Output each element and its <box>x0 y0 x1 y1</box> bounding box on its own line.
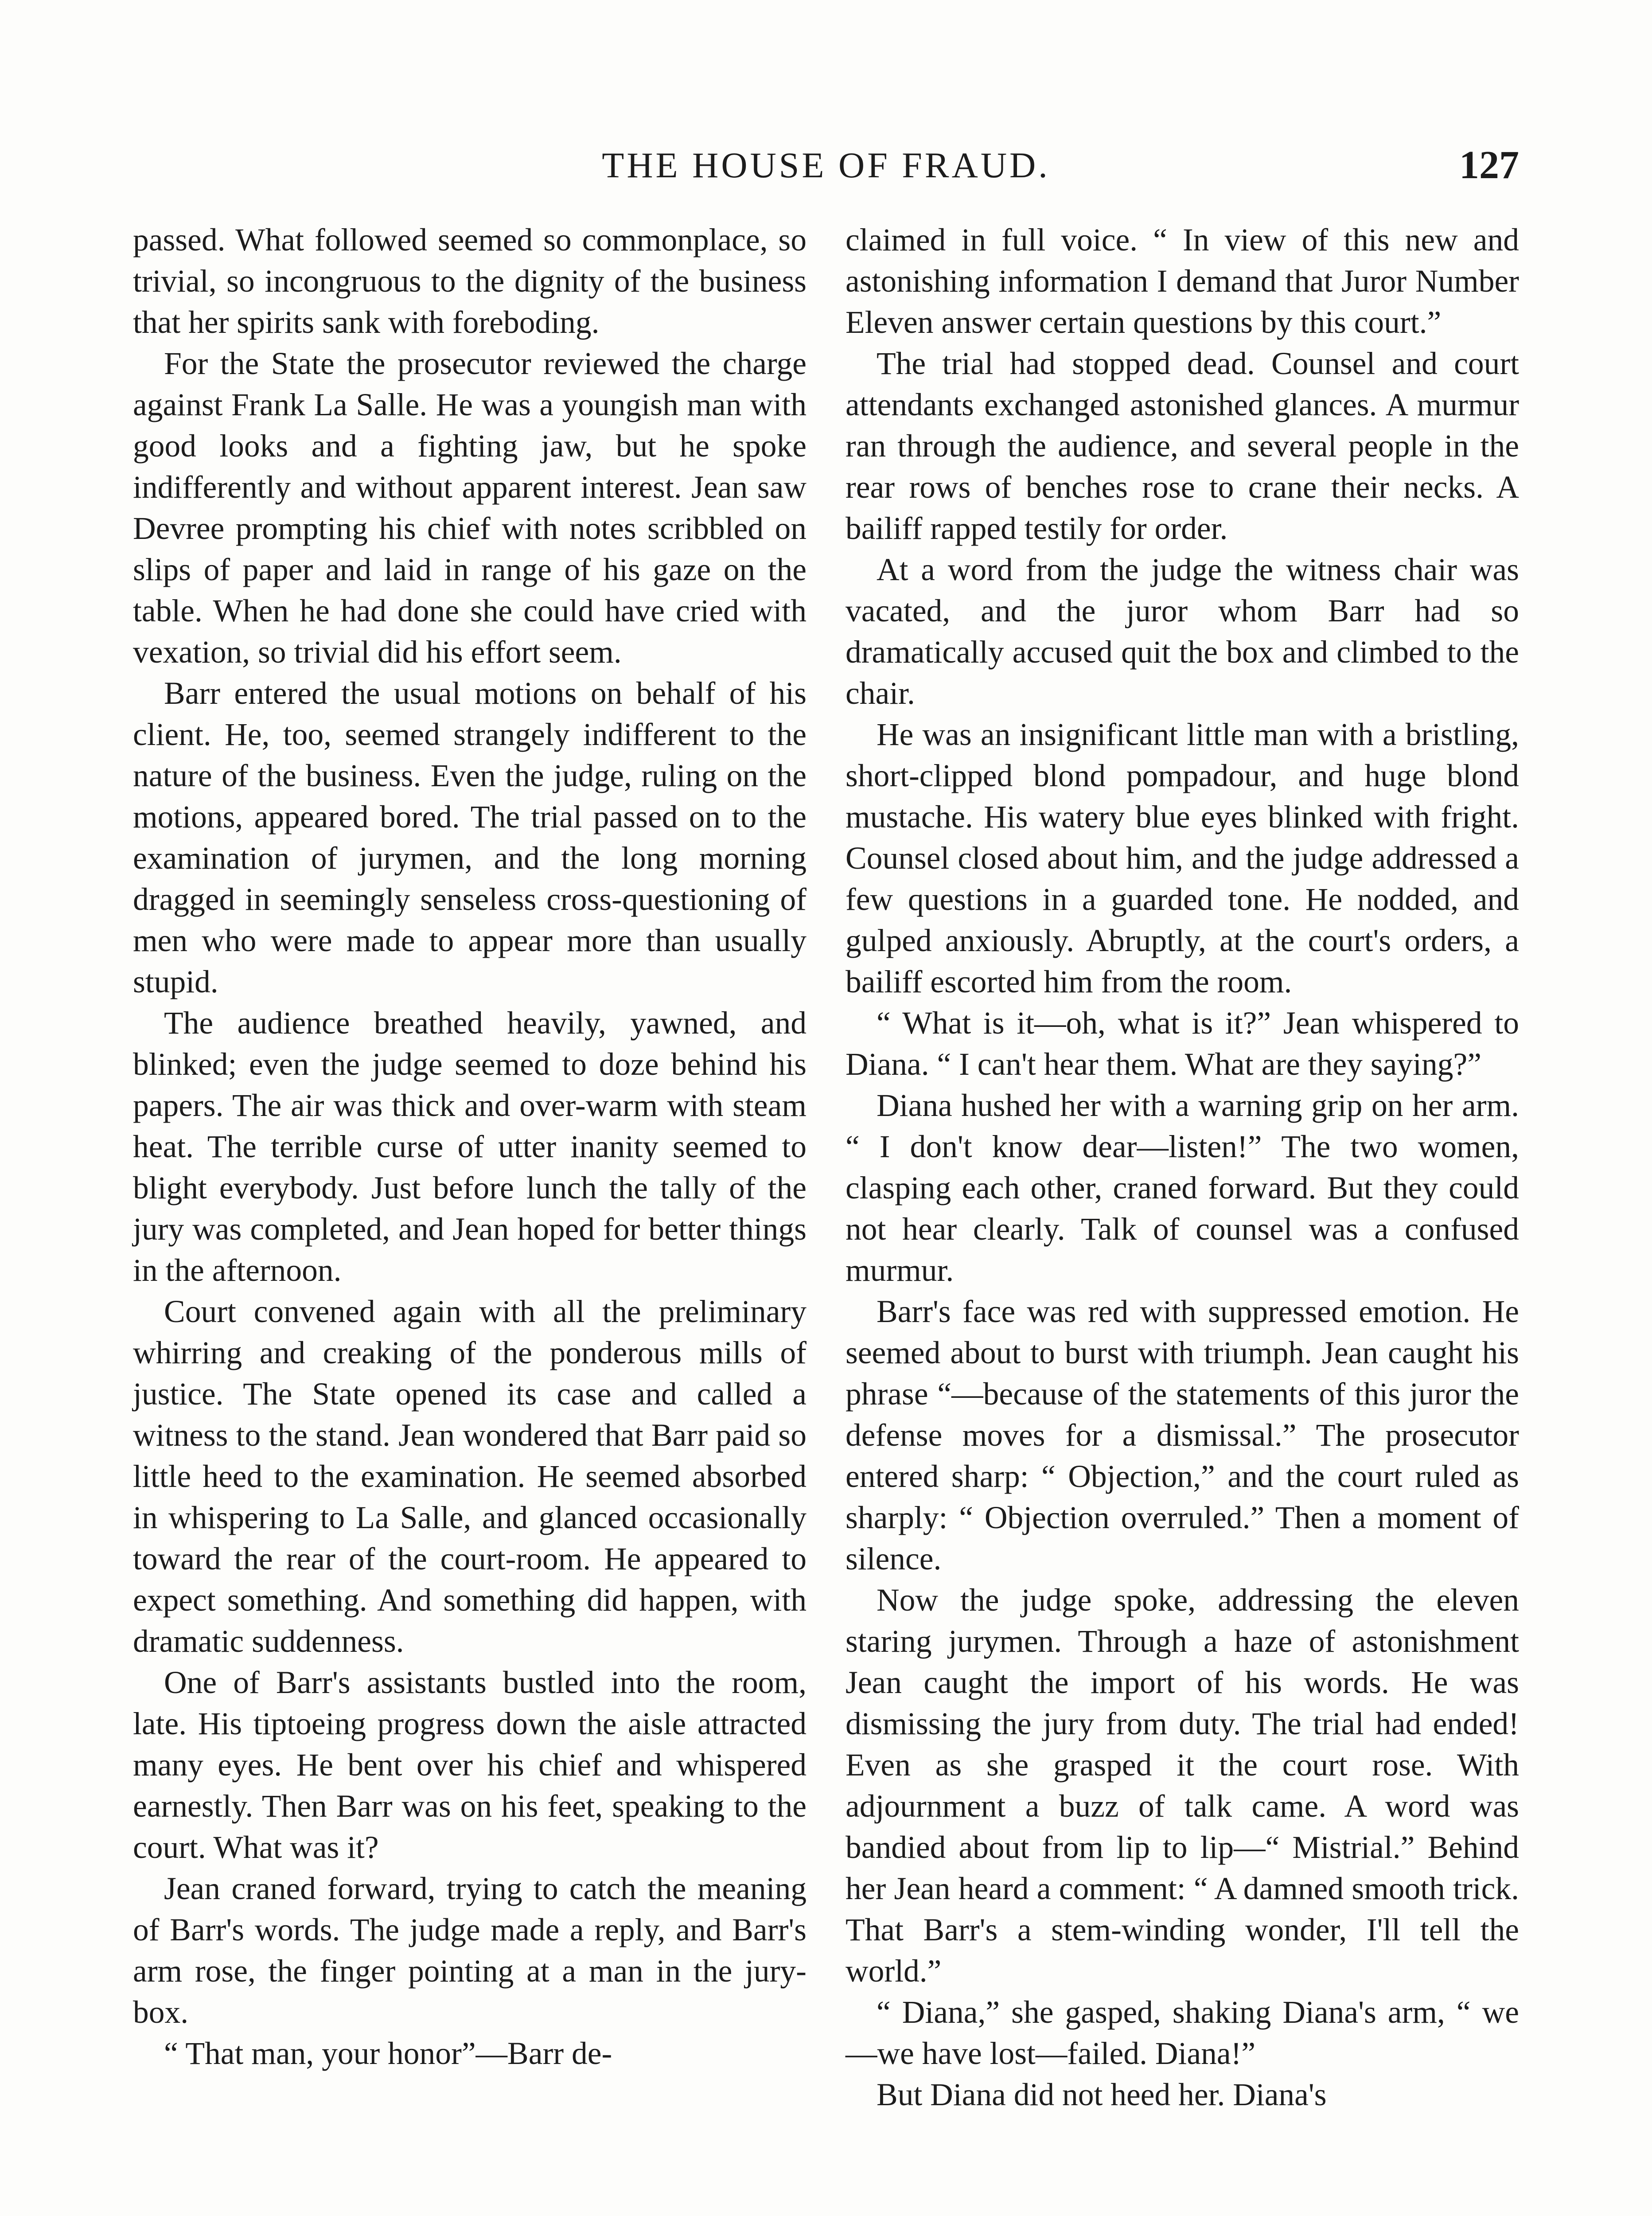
paragraph: Barr's face was red with suppressed emotion. He seemed about to burst with triumph. Jean caught his phrase “—because of the statements of this juror the defense moves for a dismissal.” The prosecutor entered sharp: “ Objection,” and the court ruled as sharply: “ Objection overruled.” Then a moment of silence. <box>845 1294 1519 1576</box>
right-column <box>845 219 1519 2115</box>
running-title: THE HOUSE OF FRAUD. <box>602 145 1050 185</box>
paragraph: At a word from the judge the witness chair was vacated, and the juror whom Barr had so dramatically accused quit the box and climbed to the chair. <box>845 552 1519 711</box>
page-number: 127 <box>1459 143 1519 187</box>
paragraph: Barr entered the usual motions on behalf of his client. He, too, seemed strangely indifferent to the nature of the business. Even the judge, ruling on the motions, appeared bored. The trial passed on to the examination of jurymen, and the long morning dragged in seemingly senseless cross-questioning of men who were made to appear more than usually stupid. <box>133 676 807 999</box>
paragraph: Now the judge spoke, addressing the eleven staring jurymen. Through a haze of astonishment Jean caught the import of his words. He was dismissing the jury from duty. The trial had ended! Even as she grasped it the court rose. With adjournment a buzz of talk came. A word was bandied about from lip to lip—“ Mistrial.” Behind her Jean heard a comment: “ A damned smooth trick. That Barr's a stem-winding wonder, I'll tell the world.” <box>845 1583 1519 1989</box>
paragraph: claimed in full voice. “ In view of this new and astonishing information I demand that Juror Number Eleven answer certain questions by this court.” <box>845 222 1519 340</box>
running-header <box>133 141 1519 190</box>
paragraph: The audience breathed heavily, yawned, and blinked; even the judge seemed to doze behind his papers. The air was thick and over-warm with steam heat. The terrible curse of utter inanity seemed to blight everybody. Just before lunch the tally of the jury was completed, and Jean hoped for better things in the afternoon. <box>133 1006 807 1288</box>
paragraph: “ What is it—oh, what is it?” Jean whispered to Diana. “ I can't hear them. What are they saying?” <box>845 1006 1519 1082</box>
paragraph: Jean craned forward, trying to catch the meaning of Barr's words. The judge made a reply, and Barr's arm rose, the finger pointing at a man in the jury-box. <box>133 1871 807 2030</box>
paragraph: Diana hushed her with a warning grip on her arm. “ I don't know dear—listen!” The two women, clasping each other, craned forward. But they could not hear clearly. Talk of counsel was a confused murmur. <box>845 1088 1519 1288</box>
paragraph: “ Diana,” she gasped, shaking Diana's arm, “ we—we have lost—failed. Diana!” <box>845 1995 1519 2071</box>
paragraph: One of Barr's assistants bustled into the room, late. His tiptoeing progress down the aisle attracted many eyes. He bent over his chief and whispered earnestly. Then Barr was on his feet, speaking to the court. What was it? <box>133 1665 807 1865</box>
paragraph: Court convened again with all the preliminary whirring and creaking of the ponderous mills of justice. The State opened its case and called a witness to the stand. Jean wondered that Barr paid so little heed to the examination. He seemed absorbed in whispering to La Salle, and glanced occasionally toward the rear of the court-room. He appeared to expect something. And something did happen, with dramatic suddenness. <box>133 1294 807 1659</box>
paragraph: For the State the prosecutor reviewed the charge against Frank La Salle. He was a youngish man with good looks and a fighting jaw, but he spoke indifferently and without apparent interest. Jean saw Devree prompting his chief with notes scribbled on slips of paper and laid in range of his gaze on the table. When he had done she could have cried with vexation, so trivial did his effort seem. <box>133 346 807 670</box>
paragraph: He was an insignificant little man with a bristling, short-clipped blond pompadour, and huge blond mustache. His watery blue eyes blinked with fright. Counsel closed about him, and the judge addressed a few questions in a guarded tone. He nodded, and gulped anxiously. Abruptly, at the court's orders, a bailiff escorted him from the room. <box>845 717 1519 999</box>
paragraph: But Diana did not heed her. Diana's <box>877 2077 1327 2112</box>
paragraph: “ That man, your honor”—Barr de- <box>164 2036 612 2071</box>
paragraph: passed. What followed seemed so commonplace, so trivial, so incongruous to the dignity of the business that her spirits sank with foreboding. <box>133 222 807 340</box>
left-column <box>133 219 807 2074</box>
paragraph: The trial had stopped dead. Counsel and court attendants exchanged astonished glances. A murmur ran through the audience, and several people in the rear rows of benches rose to crane their necks. A bailiff rapped testily for order. <box>845 346 1519 546</box>
